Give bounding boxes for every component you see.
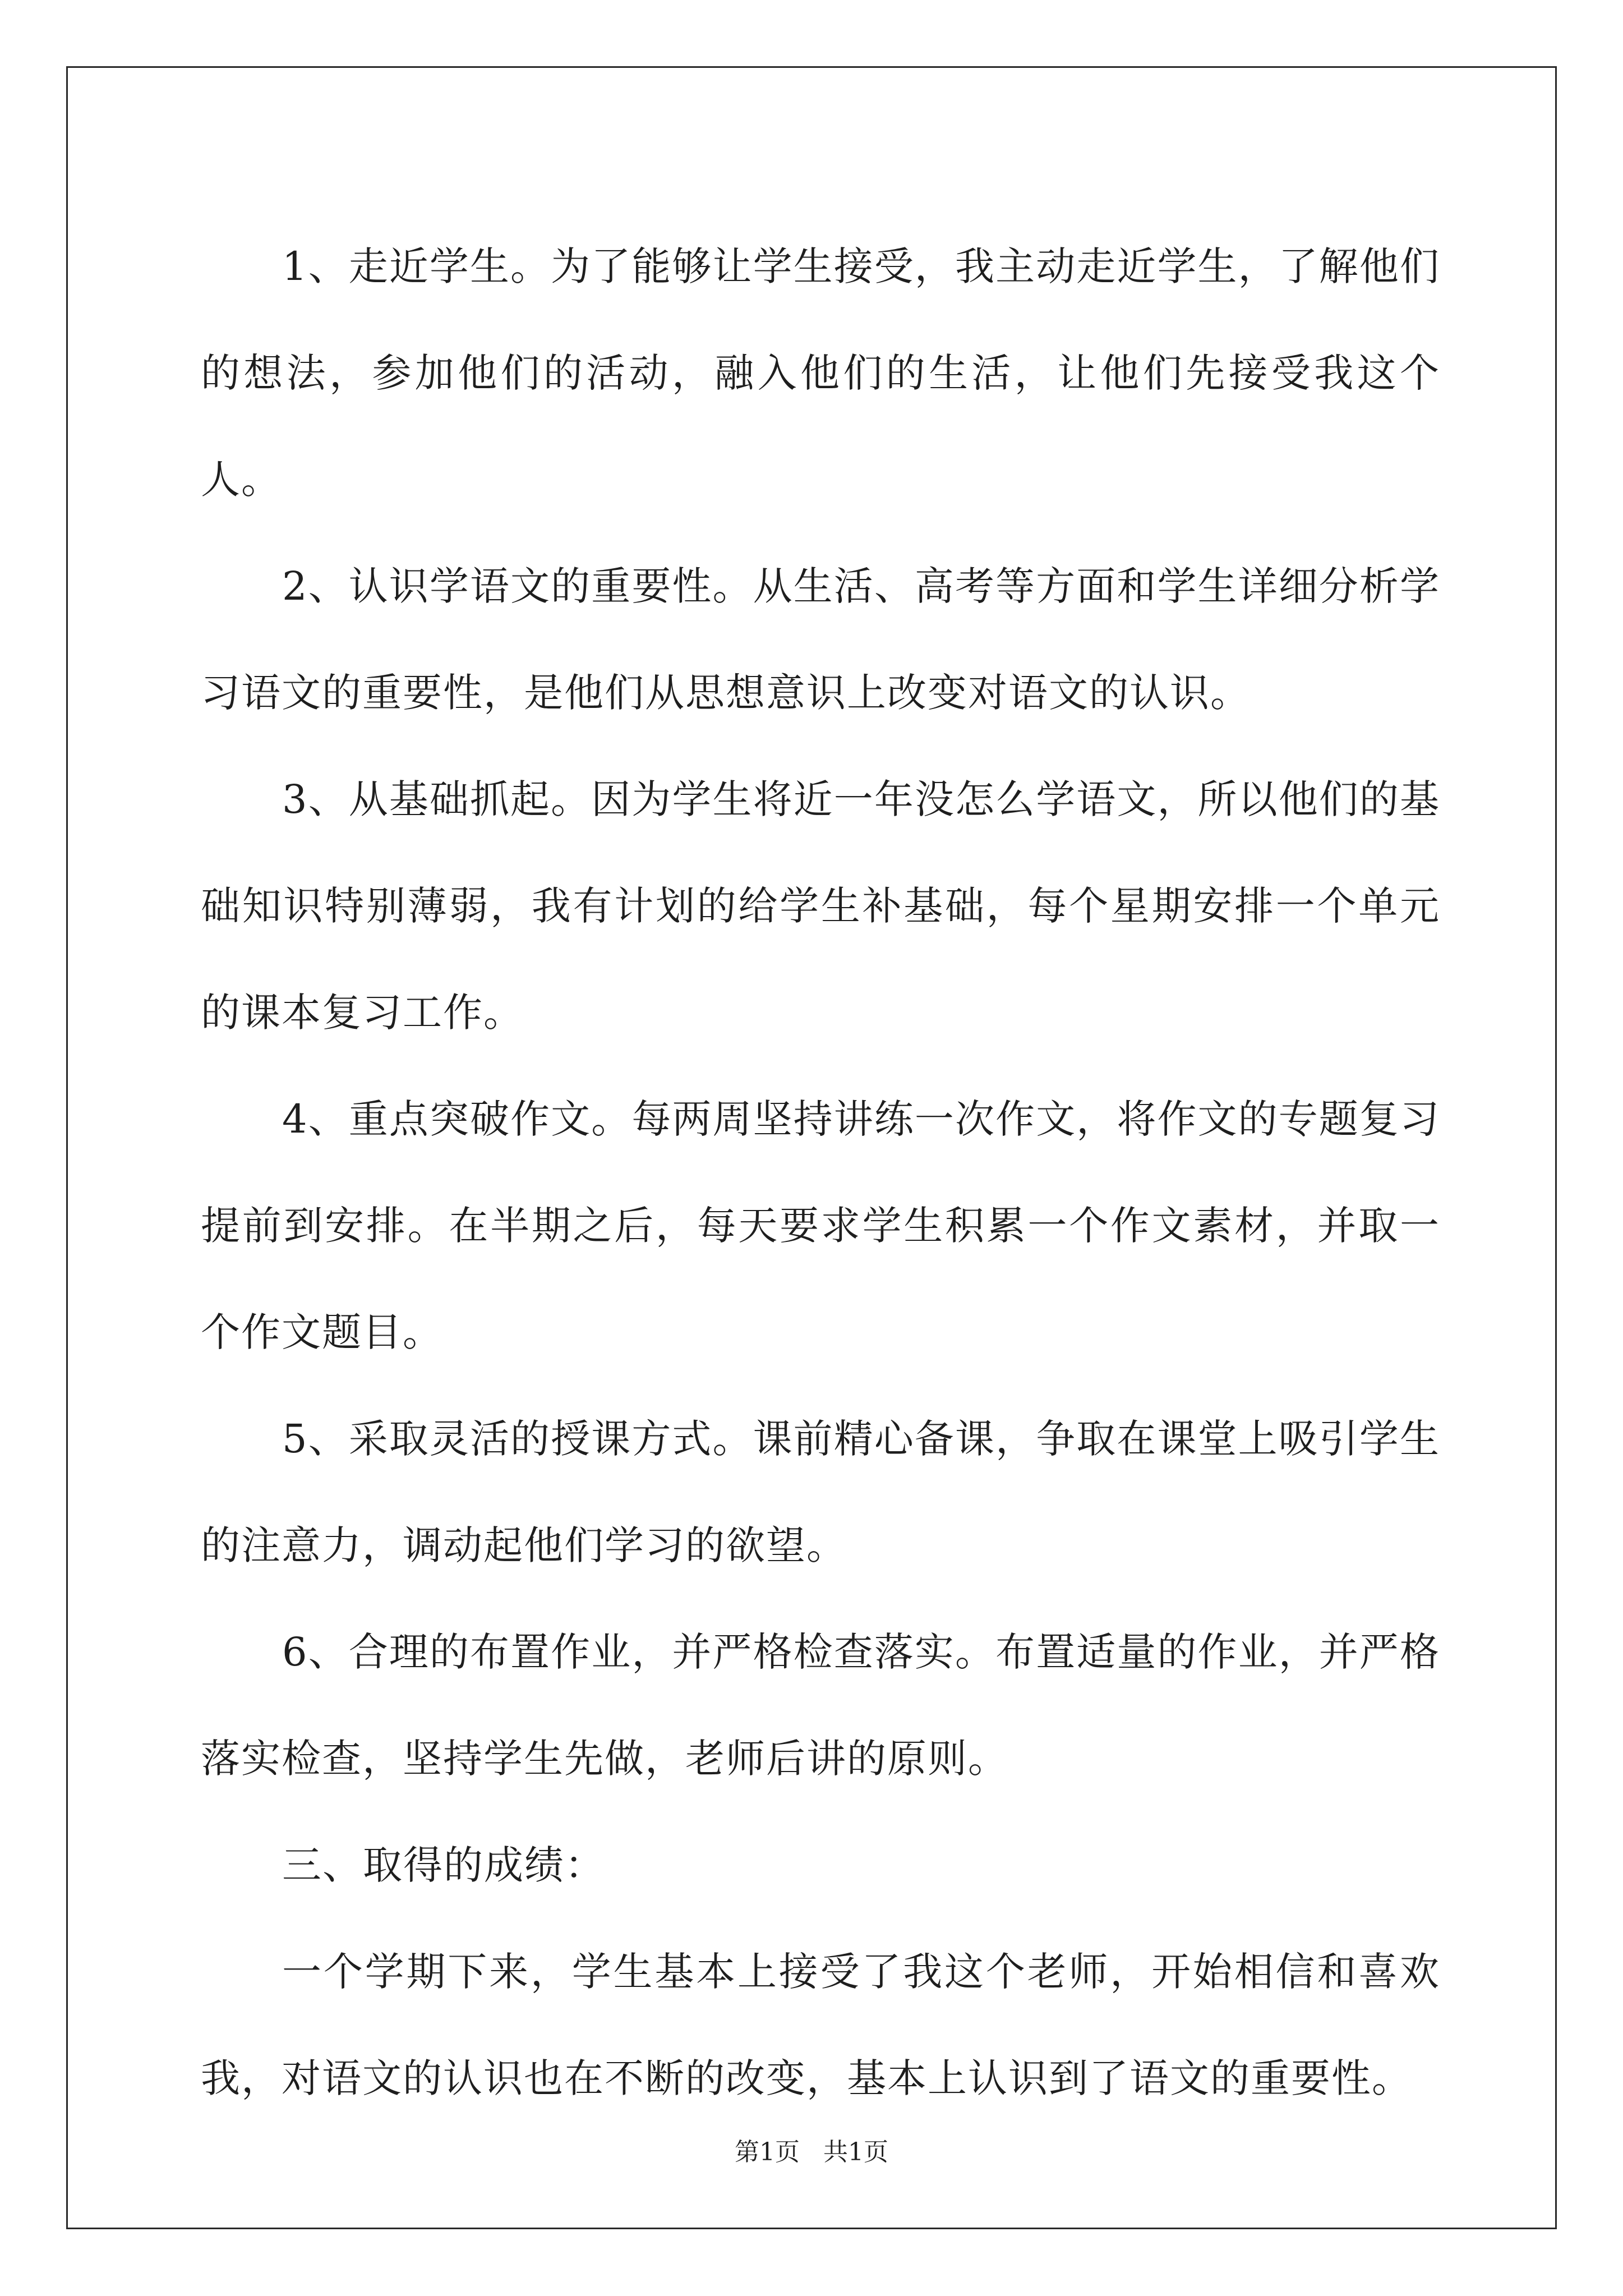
paragraph-summary: 一个学期下来，学生基本上接受了我这个老师，开始相信和喜欢我，对语文的认识也在不断的改变，基本上认识到了语文的重要性。 bbox=[201, 1949, 1440, 2101]
paragraph-5: 5、采取灵活的授课方式。课前精心备课，争取在课堂上吸引学生的注意力，调动起他们学习的欲望。 bbox=[201, 1416, 1440, 1568]
page-footer bbox=[0, 2132, 1623, 2168]
page-number-total: 共1页 bbox=[823, 2138, 888, 2166]
page-number-current: 第1页 bbox=[735, 2138, 800, 2166]
paragraph-6: 6、合理的布置作业，并严格检查落实。布置适量的作业，并严格落实检查，坚持学生先做，老师后讲的原则。 bbox=[201, 1629, 1440, 1782]
paragraph-3: 3、从基础抓起。因为学生将近一年没怎么学语文，所以他们的基础知识特别薄弱，我有计划的给学生补基础，每个星期安排一个单元的课本复习工作。 bbox=[201, 776, 1440, 1036]
paragraph-1: 1、走近学生。为了能够让学生接受，我主动走近学生，了解他们的想法，参加他们的活动，融入他们的生活，让他们先接受我这个人。 bbox=[201, 243, 1440, 503]
paragraph-2: 2、认识学语文的重要性。从生活、高考等方面和学生详细分析学习语文的重要性，是他们从思想意识上改变对语文的认识。 bbox=[201, 563, 1440, 716]
section-heading-achievements: 三、取得的成绩： bbox=[282, 1842, 605, 1888]
document-body bbox=[201, 213, 1440, 2132]
paragraph-4: 4、重点突破作文。每两周坚持讲练一次作文，将作文的专题复习提前到安排。在半期之后，每天要求学生积累一个作文素材，并取一个作文题目。 bbox=[201, 1096, 1440, 1355]
